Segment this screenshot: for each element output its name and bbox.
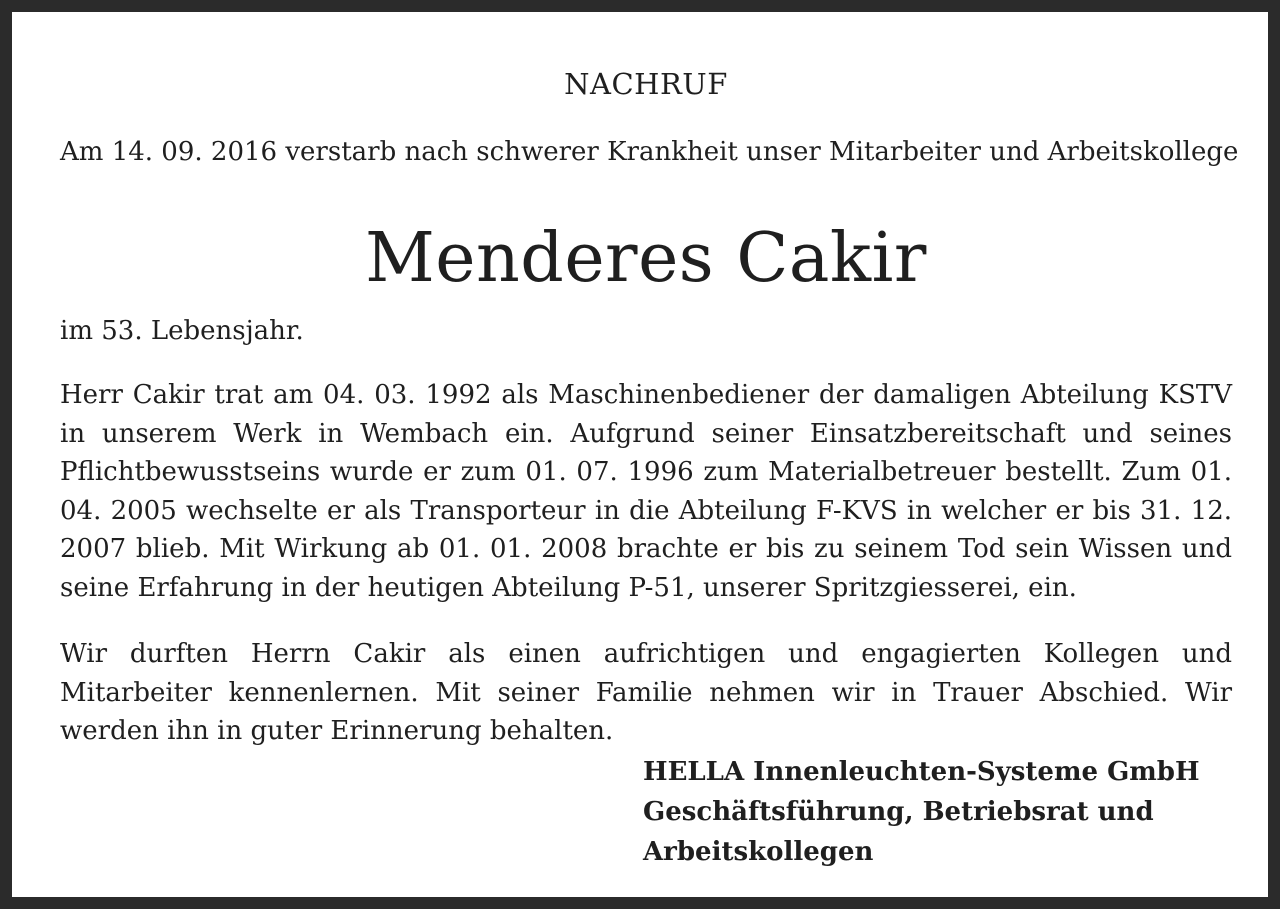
signature-colleagues: Arbeitskollegen: [643, 837, 874, 867]
career-paragraph: Herr Cakir trat am 04. 03. 1992 als Maschinenbediener der damaligen Abteilung KSTV in unserem Werk in Wembach ein. Aufgrund seiner Einsatzbereitschaft und seines Pflichtbewusstseins wurde er zum 01. 07. 1996 zum Materialbetreuer bestellt. Zum 01. 04. 2005 wechselte er als Transporteur in die Abteilung F-KVS in welcher er bis 31. 12. 2007 blieb. Mit Wirkung ab 01. 01. 2008 brachte er bis zu seinem Tod sein Wissen und seine Erfahrung in der heutigen Abteilung P-51, unserer Spritzgiesserei, ein.: [60, 380, 1232, 603]
obituary-notice: [60, 12, 1239, 909]
notice-heading: NACHRUF: [564, 67, 728, 101]
farewell-paragraph: Wir durften Herrn Cakir als einen aufrichtigen und engagierten Kollegen und Mitarbeiter kennenlernen. Mit seiner Familie nehmen wir in Trauer Abschied. Wir werden ihn in guter Erinnerung behalten.: [60, 639, 1232, 746]
signature-groups: Geschäftsführung, Betriebsrat und: [643, 797, 1154, 827]
signature-block: [643, 752, 1233, 872]
deceased-name: Menderes Cakir: [365, 219, 927, 298]
signature-company: HELLA Innenleuchten-Systeme GmbH: [643, 757, 1200, 787]
notice-intro: Am 14. 09. 2016 verstarb nach schwerer Krankheit unser Mitarbeiter und Arbeitskollege: [60, 137, 1239, 167]
age-line: im 53. Lebensjahr.: [60, 316, 304, 346]
